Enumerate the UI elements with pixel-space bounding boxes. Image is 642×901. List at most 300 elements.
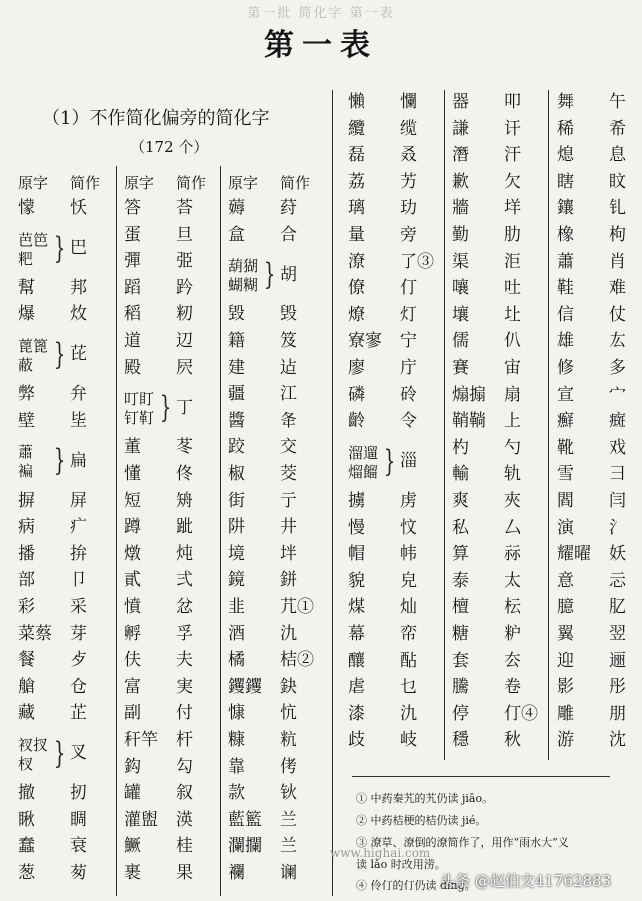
simplified-char: 屄 bbox=[176, 357, 193, 378]
simplified-char: 弁 bbox=[70, 384, 87, 405]
simplified-char: 彐 bbox=[609, 464, 626, 485]
character-count: （172 个） bbox=[130, 138, 209, 156]
simplified-char: 笈 bbox=[280, 331, 297, 351]
simplified-char: 帟 bbox=[400, 624, 417, 644]
column-divider bbox=[444, 90, 445, 760]
original-char: 套 bbox=[452, 650, 469, 671]
original-char: 貌 bbox=[348, 570, 365, 591]
original-char: 短 bbox=[124, 490, 141, 511]
simplified-char: 钬 bbox=[280, 783, 297, 804]
original-char: 牆 bbox=[452, 198, 469, 219]
original-char: 潛 bbox=[452, 145, 469, 166]
original-char: 勤 bbox=[452, 225, 469, 245]
original-char: 壁 bbox=[18, 410, 35, 431]
original-char: 彈 bbox=[124, 251, 141, 272]
original-char: 嚷 bbox=[452, 278, 469, 299]
simplified-char: 鉼 bbox=[280, 570, 297, 591]
original-char: 懞 bbox=[18, 198, 35, 218]
original-char: 演 bbox=[557, 517, 574, 538]
simplified-char: 癍 bbox=[609, 411, 626, 432]
simplified-char: 炖 bbox=[176, 543, 193, 564]
original-char: 椒 bbox=[228, 464, 245, 484]
original-char: 艙 bbox=[18, 676, 35, 697]
original-char: 罐 bbox=[124, 783, 141, 804]
original-char: 蹈 bbox=[124, 277, 141, 298]
original-char: 瀾攔 bbox=[228, 836, 262, 857]
simplified-char: 拚 bbox=[70, 543, 87, 564]
simplified-char: 吐 bbox=[504, 278, 521, 299]
simplified-char: 果 bbox=[176, 863, 193, 883]
simplified-char: 茭 bbox=[280, 464, 297, 484]
original-char: 荔 bbox=[348, 171, 365, 192]
column-divider bbox=[116, 166, 117, 896]
original-char: 道 bbox=[124, 331, 141, 351]
original-char: 跤 bbox=[228, 437, 245, 458]
original-char: 稀 bbox=[557, 118, 574, 139]
simplified-char: 仗 bbox=[609, 304, 626, 325]
original-char: 疆 bbox=[228, 384, 245, 405]
simplified-char: 氵 bbox=[609, 517, 626, 538]
simplified-char: 忿 bbox=[176, 597, 193, 617]
original-char: 璃 bbox=[348, 198, 365, 219]
simplified-char: 氿 bbox=[400, 703, 417, 724]
original-char: 病 bbox=[18, 517, 35, 538]
header-original: 原字 bbox=[228, 174, 259, 192]
footnote-rule bbox=[352, 776, 610, 777]
original-char: 蔽 bbox=[18, 356, 34, 374]
header-original: 原字 bbox=[124, 174, 155, 192]
original-char: 蕭 bbox=[557, 251, 574, 272]
simplified-char: 矪 bbox=[176, 490, 193, 511]
simplified-char: 欠 bbox=[504, 171, 521, 192]
simplified-char: 荮 bbox=[280, 198, 297, 218]
original-char: 歉 bbox=[452, 171, 469, 192]
simplified-char: 井 bbox=[280, 517, 297, 538]
simplified-char: 虏 bbox=[400, 491, 417, 511]
simplified-char: 叩 bbox=[504, 92, 521, 112]
original-char: 菜蔡 bbox=[18, 623, 52, 644]
simplified-char: 屏 bbox=[70, 490, 87, 511]
simplified-char: 扇 bbox=[504, 384, 521, 405]
original-char: 衩扠 bbox=[18, 736, 49, 754]
simplified-char: 汗 bbox=[504, 145, 521, 166]
original-char: 部 bbox=[18, 570, 35, 591]
original-char: 爽 bbox=[452, 491, 469, 511]
original-char: 雄 bbox=[557, 331, 574, 352]
simplified-char: 仈 bbox=[504, 331, 521, 352]
original-char: 翼 bbox=[557, 624, 574, 644]
original-char: 裹 bbox=[124, 863, 141, 883]
footnote-4: ④ 伶仃的仃仍读 dīng。 bbox=[356, 879, 476, 892]
original-char: 蝴糊 bbox=[228, 276, 259, 295]
grouping-brace: } bbox=[159, 390, 172, 426]
simplified-char: 孚 bbox=[176, 623, 193, 644]
simplified-char: 氿 bbox=[280, 623, 297, 644]
original-char: 蛋 bbox=[124, 224, 141, 245]
simplified-char: 翌 bbox=[609, 624, 626, 644]
original-char: 憤 bbox=[124, 597, 141, 617]
simplified-char: 仃 bbox=[400, 278, 417, 299]
original-char: 磊 bbox=[348, 145, 365, 166]
original-char: 蹲 bbox=[124, 517, 141, 538]
original-char: 耀曜 bbox=[557, 544, 591, 565]
original-char: 播 bbox=[18, 543, 35, 564]
simplified-char: 粐 bbox=[504, 624, 521, 644]
simplified-char: 実 bbox=[176, 676, 193, 697]
simplified-char: 桔② bbox=[280, 650, 314, 671]
simplified-char: 仃④ bbox=[504, 703, 538, 724]
simplified-char: 兰 bbox=[280, 836, 297, 857]
simplified-char: 夫 bbox=[176, 650, 193, 671]
original-char: 糠 bbox=[228, 730, 245, 750]
original-char: 雕 bbox=[557, 703, 574, 724]
simplified-char: 厺 bbox=[504, 650, 521, 671]
original-char: 葫猢 bbox=[228, 257, 259, 276]
original-char: 鈎 bbox=[124, 756, 141, 777]
original-char: 副 bbox=[124, 703, 141, 724]
original-char: 彩 bbox=[18, 597, 35, 617]
original-char: 街 bbox=[228, 490, 245, 511]
simplified-char: 跐 bbox=[176, 517, 193, 538]
original-char: 鞋 bbox=[557, 278, 574, 299]
original-char: 溜遛 bbox=[348, 443, 379, 462]
original-char: 貳 bbox=[124, 570, 141, 591]
simplified-char: 粇 bbox=[280, 730, 297, 750]
original-char: 擄 bbox=[348, 491, 365, 511]
simplified-char: 苳 bbox=[176, 437, 193, 458]
simplified-char: 宁 bbox=[400, 331, 417, 352]
original-char: 橡 bbox=[557, 225, 574, 245]
watermark: www.highai.com bbox=[330, 846, 431, 860]
grouping-brace: } bbox=[53, 230, 66, 266]
simplified-char: 芽 bbox=[70, 623, 87, 644]
simplified-char: 坒 bbox=[70, 410, 87, 431]
simplified-char: 帏 bbox=[400, 544, 417, 565]
simplified-char: 勾 bbox=[176, 756, 193, 777]
header-simplified: 简作 bbox=[176, 174, 207, 192]
simplified-char: 午 bbox=[609, 92, 626, 112]
original-char: 懶 bbox=[348, 92, 365, 112]
original-char: 慢 bbox=[348, 517, 365, 538]
original-char: 褊 bbox=[18, 462, 34, 481]
simplified-char: 炇 bbox=[70, 304, 87, 325]
original-char: 秆竿 bbox=[124, 730, 158, 750]
simplified-char: 皃 bbox=[400, 570, 417, 591]
simplified-char: 忼 bbox=[280, 703, 297, 724]
simplified-char: 灿 bbox=[400, 597, 417, 618]
simplified-char: 岐 bbox=[400, 730, 417, 751]
simplified-char: 毁 bbox=[280, 304, 297, 325]
header-simplified: 简作 bbox=[70, 174, 101, 192]
original-char: 钉靪 bbox=[124, 409, 155, 428]
grouping-brace: } bbox=[53, 337, 66, 372]
simplified-char: 兰 bbox=[280, 809, 297, 830]
column-divider bbox=[548, 90, 549, 760]
original-char: 纜 bbox=[348, 118, 365, 139]
simplified-char: 太 bbox=[504, 570, 521, 591]
original-char: 醬 bbox=[228, 410, 245, 431]
simplified-char: 丁 bbox=[176, 397, 193, 418]
original-char: 藏 bbox=[18, 703, 35, 724]
original-char: 爆 bbox=[18, 304, 35, 325]
simplified-char: 坢 bbox=[280, 543, 297, 564]
faint-running-head: 第一批 简化字 第一表 bbox=[247, 6, 395, 21]
original-char: 意 bbox=[557, 570, 574, 591]
original-char: 毀 bbox=[228, 304, 245, 325]
simplified-char: 渶 bbox=[176, 809, 193, 830]
simplified-char: 采 bbox=[70, 597, 87, 617]
grouping-brace: } bbox=[53, 736, 66, 771]
original-char: 粑 bbox=[18, 249, 34, 268]
original-char: 靠 bbox=[228, 756, 245, 777]
simplified-char: 江 bbox=[280, 384, 297, 405]
original-char: 影 bbox=[557, 677, 574, 698]
simplified-char: 秋 bbox=[504, 730, 521, 751]
original-char: 閻 bbox=[557, 491, 574, 511]
simplified-char: 迠 bbox=[280, 357, 297, 378]
simplified-char: 闫 bbox=[609, 491, 626, 511]
original-char: 撤 bbox=[18, 783, 35, 804]
simplified-char: 扁 bbox=[70, 450, 87, 471]
original-char: 臆 bbox=[557, 597, 574, 618]
original-char-group bbox=[18, 736, 48, 774]
grouping-brace: } bbox=[263, 257, 276, 293]
original-char: 鞘鞝 bbox=[452, 411, 486, 432]
simplified-char: 圵 bbox=[504, 304, 521, 325]
simplified-char: 荅 bbox=[176, 198, 193, 218]
simplified-char: 上 bbox=[504, 411, 521, 432]
original-char: 算 bbox=[452, 544, 469, 565]
simplified-char: 弫 bbox=[176, 251, 193, 272]
simplified-char: 侤 bbox=[280, 756, 297, 777]
original-char: 葱 bbox=[18, 863, 35, 883]
original-char: 钁钁 bbox=[228, 676, 262, 697]
simplified-char: 息 bbox=[609, 145, 626, 166]
simplified-char: 夅 bbox=[280, 410, 297, 431]
original-char: 修 bbox=[557, 358, 574, 378]
original-char: 慷 bbox=[228, 703, 245, 724]
original-char-group bbox=[18, 443, 33, 481]
simplified-char: 茐 bbox=[70, 863, 87, 883]
original-char: 建 bbox=[228, 357, 245, 378]
simplified-char: 忈 bbox=[609, 570, 626, 591]
original-char: 停 bbox=[452, 703, 469, 724]
original-char: 答 bbox=[124, 198, 141, 218]
simplified-char: 辺 bbox=[176, 331, 193, 351]
original-char-group bbox=[18, 337, 48, 375]
header-simplified: 简作 bbox=[280, 174, 311, 192]
original-char: 摒 bbox=[18, 490, 35, 511]
original-char: 瞅 bbox=[18, 809, 35, 830]
simplified-char: 仓 bbox=[70, 676, 87, 697]
original-char: 富 bbox=[124, 676, 141, 697]
simplified-char: 忟 bbox=[400, 517, 417, 538]
original-char: 叮盯 bbox=[124, 390, 155, 409]
original-char: 熄 bbox=[557, 145, 574, 166]
original-char: 量 bbox=[348, 225, 365, 245]
simplified-char: 垟 bbox=[504, 198, 521, 219]
simplified-char: 难 bbox=[609, 278, 626, 299]
original-char: 煽搧 bbox=[452, 384, 486, 405]
page-title: 第一表 bbox=[264, 28, 378, 63]
simplified-char: 玏 bbox=[400, 198, 417, 219]
original-char: 灌盥 bbox=[124, 809, 158, 830]
original-char: 潦 bbox=[348, 251, 365, 272]
original-char: 齡 bbox=[348, 411, 365, 432]
original-char: 熘餾 bbox=[348, 462, 379, 481]
column-divider bbox=[332, 90, 333, 896]
original-char-group bbox=[124, 390, 154, 428]
simplified-char: 鈌 bbox=[280, 676, 297, 697]
original-char: 伕 bbox=[124, 650, 141, 671]
original-char: 藍籃 bbox=[228, 809, 262, 830]
original-char: 幕 bbox=[348, 624, 365, 644]
simplified-char: 衰 bbox=[70, 836, 87, 857]
original-char: 殿 bbox=[124, 357, 141, 378]
original-char-group bbox=[18, 231, 48, 269]
simplified-char: 祘 bbox=[504, 544, 521, 565]
simplified-char: 令 bbox=[400, 411, 417, 432]
simplified-char: 㦨 bbox=[400, 92, 417, 112]
original-char: 孵 bbox=[124, 623, 141, 644]
simplified-char: 芁① bbox=[280, 597, 314, 617]
simplified-char: 钆 bbox=[609, 198, 626, 219]
simplified-char: 了③ bbox=[400, 251, 434, 272]
original-char: 杈 bbox=[18, 755, 34, 773]
original-char: 蓖篦 bbox=[18, 337, 49, 355]
simplified-char: 艻 bbox=[400, 171, 417, 192]
simplified-char: 扨 bbox=[70, 783, 87, 804]
original-char: 雪 bbox=[557, 464, 574, 485]
simplified-char: 灯 bbox=[400, 304, 417, 325]
simplified-char: 叒 bbox=[400, 145, 417, 166]
original-char: 歧 bbox=[348, 730, 365, 751]
original-char: 宣 bbox=[557, 384, 574, 405]
original-char: 迎 bbox=[557, 650, 574, 671]
simplified-char: 付 bbox=[176, 703, 193, 724]
simplified-char: 讦 bbox=[504, 118, 521, 139]
original-char: 釀 bbox=[348, 650, 365, 671]
credit-watermark: 头条 @赵伯文41762883 bbox=[440, 872, 612, 890]
simplified-char: 酟 bbox=[400, 650, 417, 671]
simplified-char: 交 bbox=[280, 437, 297, 458]
original-char: 賽 bbox=[452, 358, 469, 378]
original-char: 磷 bbox=[348, 384, 365, 405]
simplified-char: 彤 bbox=[609, 677, 626, 698]
original-char: 籍 bbox=[228, 331, 245, 351]
simplified-char: 宀 bbox=[609, 384, 626, 405]
original-char: 盒 bbox=[228, 224, 245, 245]
simplified-char: 睭 bbox=[70, 809, 87, 830]
simplified-char: 亍 bbox=[280, 490, 297, 511]
original-char: 信 bbox=[557, 304, 574, 325]
original-char: 虐 bbox=[348, 677, 365, 698]
original-char: 襴 bbox=[228, 863, 245, 883]
grouping-brace: } bbox=[53, 443, 66, 479]
footnote-2: ② 中药桔梗的桔仍读 jié。 bbox=[356, 814, 487, 827]
original-char: 境 bbox=[228, 543, 245, 564]
original-char: 煤 bbox=[348, 597, 365, 618]
simplified-char: 叉 bbox=[70, 743, 87, 764]
original-char: 寮寥 bbox=[348, 331, 382, 352]
original-char: 渠 bbox=[452, 251, 469, 272]
simplified-char: 合 bbox=[280, 224, 297, 245]
column-divider bbox=[220, 166, 221, 896]
original-char: 舞 bbox=[557, 92, 574, 112]
original-char: 謙 bbox=[452, 118, 469, 139]
simplified-char: 歺 bbox=[70, 650, 87, 671]
original-char: 款 bbox=[228, 783, 245, 804]
simplified-char: 肖 bbox=[609, 251, 626, 272]
original-char: 杓 bbox=[452, 437, 469, 458]
simplified-char: 旁 bbox=[400, 225, 417, 245]
simplified-char: 洰 bbox=[504, 251, 521, 272]
section-title: （1）不作简化偏旁的简化字 bbox=[42, 108, 270, 129]
original-char: 弊 bbox=[18, 384, 35, 405]
simplified-char: 佟 bbox=[176, 464, 193, 484]
simplified-char: 胡 bbox=[280, 264, 297, 285]
original-char-group bbox=[228, 257, 258, 295]
original-char: 游 bbox=[557, 730, 574, 751]
simplified-char: 夾 bbox=[504, 491, 521, 511]
original-char: 阱 bbox=[228, 517, 245, 538]
original-char: 稻 bbox=[124, 304, 141, 325]
footnote-3: ③ 潦草、潦倒的潦简作了，用作“雨水大”义 bbox=[356, 836, 569, 849]
simplified-char: 朋 bbox=[609, 703, 626, 724]
simplified-char: 肊 bbox=[609, 597, 626, 618]
original-char: 癬 bbox=[557, 411, 574, 432]
simplified-char: 逦 bbox=[609, 650, 626, 671]
simplified-char: 肋 bbox=[504, 225, 521, 245]
original-char: 芭笆 bbox=[18, 230, 49, 249]
original-char: 靴 bbox=[557, 437, 574, 458]
simplified-char: 淄 bbox=[400, 451, 417, 472]
original-char-group bbox=[348, 444, 378, 482]
original-char: 酒 bbox=[228, 623, 245, 644]
simplified-char: 沈 bbox=[609, 730, 626, 751]
original-char: 騰 bbox=[452, 677, 469, 698]
simplified-char: 希 bbox=[609, 118, 626, 139]
footnote-1: ① 中药秦艽的艽仍读 jiāo。 bbox=[356, 792, 494, 805]
simplified-char: 戏 bbox=[609, 437, 626, 458]
original-char: 瞎 bbox=[557, 171, 574, 192]
simplified-char: 枸 bbox=[609, 225, 626, 245]
original-char: 輸 bbox=[452, 464, 469, 485]
simplified-char: 趻 bbox=[176, 277, 193, 298]
simplified-char: 旦 bbox=[176, 224, 193, 245]
simplified-char: 卷 bbox=[504, 677, 521, 698]
simplified-char: 卩 bbox=[70, 570, 87, 591]
original-char: 儒 bbox=[452, 331, 469, 352]
simplified-char: 庁 bbox=[400, 358, 417, 378]
simplified-char: 杆 bbox=[176, 730, 193, 750]
original-char: 薅 bbox=[228, 198, 245, 218]
simplified-char: 砱 bbox=[400, 384, 417, 405]
simplified-char: 枟 bbox=[504, 597, 521, 618]
grouping-brace: } bbox=[383, 443, 396, 479]
original-char: 燉 bbox=[124, 543, 141, 564]
simplified-char: 叙 bbox=[176, 783, 193, 804]
original-char: 私 bbox=[452, 517, 469, 538]
original-char: 帽 bbox=[348, 544, 365, 565]
original-char: 韭 bbox=[228, 597, 245, 617]
original-char: 泰 bbox=[452, 570, 469, 591]
header-original: 原字 bbox=[18, 174, 49, 192]
original-char: 器 bbox=[452, 92, 469, 112]
simplified-char: 邦 bbox=[70, 277, 87, 298]
original-char: 穩 bbox=[452, 730, 469, 751]
original-char: 糖 bbox=[452, 624, 469, 644]
